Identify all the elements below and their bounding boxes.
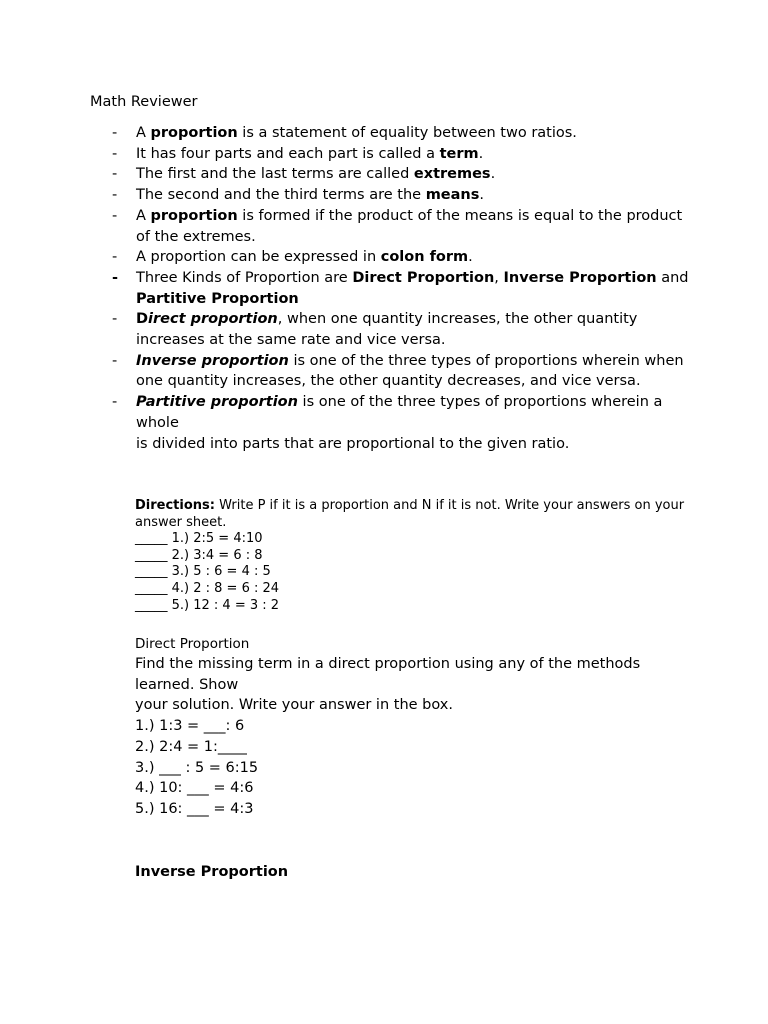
- emphasis-text: means: [425, 187, 480, 204]
- definition-item: [112, 144, 692, 165]
- emphasis-text: extremes: [413, 166, 491, 183]
- body-text: is formed if the product of the means is equal to the product of the extremes.: [136, 207, 683, 245]
- emphasis-text: Direct Proportion: [352, 269, 495, 286]
- directions-text: [135, 498, 695, 531]
- emphasis-text: D: [136, 311, 149, 328]
- directions-label: Directions:: [135, 498, 215, 513]
- exercise-item: _____ 4.) 2 : 8 = 6 : 24: [135, 580, 280, 596]
- bullet-dash: -: [112, 311, 118, 328]
- emphasis-text: Inverse Proportion: [503, 269, 657, 286]
- body-text: ,: [494, 269, 504, 286]
- direct-item: 1.) 1:3 = ___: 6: [135, 718, 245, 735]
- bullet-dash: -: [112, 125, 118, 141]
- body-text: .: [479, 187, 484, 204]
- direct-item: 3.) ___ : 5 = 6:15: [135, 759, 259, 776]
- body-text: The second and the third terms are the: [136, 187, 426, 204]
- emphasis-text: proportion: [150, 125, 238, 141]
- body-text: The first and the last terms are called: [136, 166, 414, 183]
- body-text: is divided into parts that are proportional to the given ratio.: [136, 435, 570, 452]
- bullet-dash: -: [112, 249, 118, 266]
- body-text: Three Kinds of Proportion are: [136, 269, 353, 286]
- directions-block: [135, 498, 695, 614]
- definition-item: [112, 206, 692, 247]
- bullet-dash: -: [112, 352, 118, 369]
- body-text: .: [490, 166, 496, 183]
- exercise-item: _____ 2.) 3:4 = 6 : 8: [135, 547, 263, 563]
- emphasis-text: Partitive Proportion: [136, 290, 299, 307]
- emphasis-text: proportion: [150, 207, 238, 224]
- emphasis-text: term: [439, 145, 479, 162]
- bullet-dash: -: [112, 394, 118, 411]
- body-text: is a statement of equality between two ratios.: [237, 125, 577, 141]
- bullet-dash: -: [112, 269, 119, 286]
- direct-item: 4.) 10: ___ = 4:6: [135, 780, 254, 797]
- body-text: A proportion can be expressed in: [136, 249, 381, 266]
- definition-item: [112, 123, 692, 144]
- bullet-dash: -: [112, 166, 118, 183]
- bullet-dash: -: [112, 145, 118, 162]
- definition-item: [112, 351, 692, 392]
- emphasis-text: irect proportion: [148, 311, 278, 328]
- bullet-dash: -: [112, 187, 118, 204]
- emphasis-text: colon form: [380, 249, 469, 266]
- directions-instruction: Write P if it is a proportion and N if it is not. Write your answers on your answer sheet.: [135, 498, 685, 530]
- definition-item: [112, 392, 692, 454]
- definition-item: [112, 185, 692, 206]
- direct-proportion-heading: Direct Proportion: [135, 636, 250, 652]
- direct-proportion-section: [135, 634, 695, 820]
- body-text: and: [656, 269, 689, 286]
- body-text: , when one quantity increases, the other quantity increases at the same rate and vice versa.: [136, 311, 638, 349]
- exercise-item: _____ 3.) 5 : 6 = 4 : 5: [135, 564, 271, 580]
- body-text: A: [136, 125, 151, 141]
- emphasis-text: Partitive proportion: [136, 394, 298, 411]
- body-text: .: [478, 145, 484, 162]
- bullet-dash: -: [112, 207, 118, 224]
- body-text: is one of the three types of proportions wherein when one quantity increases, the other quantity decreases, and vice versa.: [136, 352, 684, 390]
- exercise-item: _____ 5.) 12 : 4 = 3 : 2: [135, 597, 280, 613]
- definition-item: [112, 268, 692, 309]
- body-text: It has four parts and each part is called a: [136, 145, 440, 162]
- exercise-item: _____ 1.) 2:5 = 4:10: [135, 531, 263, 547]
- definition-item: [112, 309, 692, 350]
- definition-item: [112, 247, 692, 268]
- definitions-list: [112, 123, 692, 454]
- definition-item: [112, 164, 692, 185]
- body-text: is one of the three types of proportions wherein a whole: [136, 394, 663, 431]
- direct-instruction-line1: Find the missing term in a direct proportion using any of the methods learned. Show: [135, 656, 641, 693]
- direct-item: 5.) 16: ___ = 4:3: [135, 800, 254, 817]
- emphasis-text: Inverse proportion: [136, 352, 289, 369]
- body-text: .: [468, 249, 473, 266]
- inverse-proportion-heading: Inverse Proportion: [135, 864, 289, 880]
- direct-item: 2.) 2:4 = 1:____: [135, 738, 247, 755]
- direct-instruction-line2: your solution. Write your answer in the box.: [135, 697, 453, 714]
- body-text: A: [136, 207, 151, 224]
- document-title: Math Reviewer: [90, 94, 198, 110]
